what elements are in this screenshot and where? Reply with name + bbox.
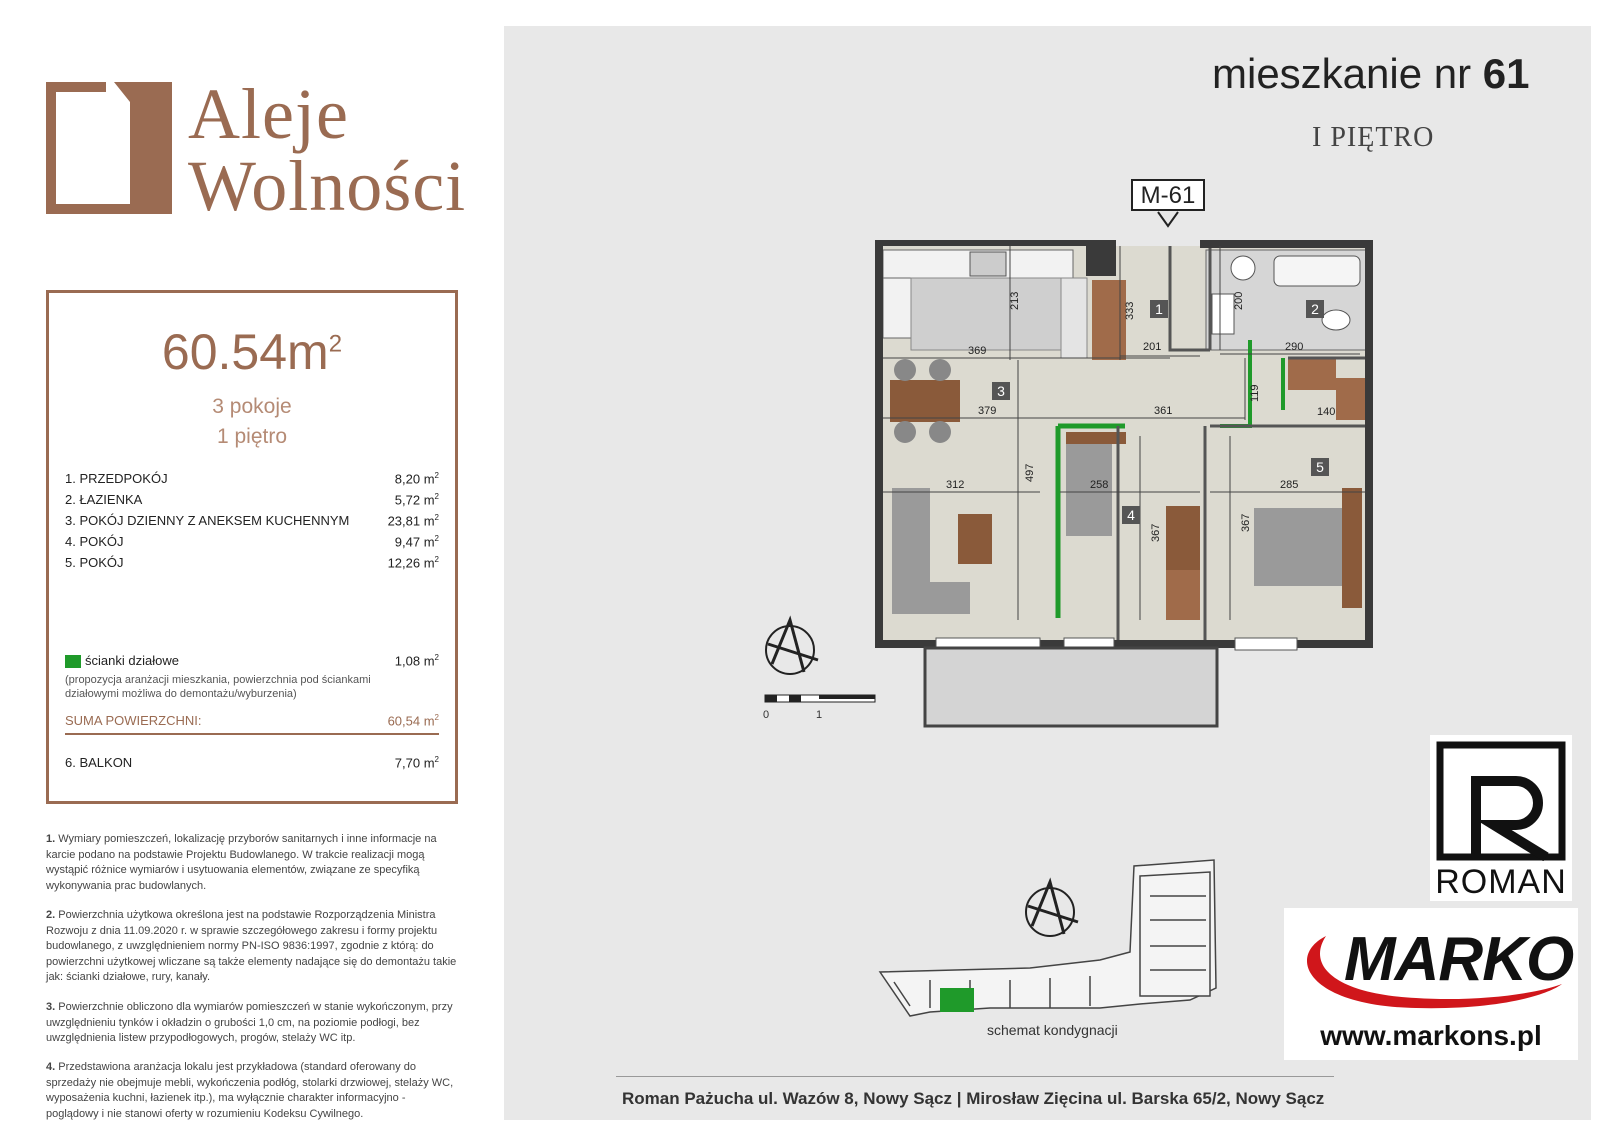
dim-label: 333 <box>1124 301 1136 320</box>
schema-north-arrow-icon <box>1026 882 1078 936</box>
partition-color-swatch <box>65 655 81 668</box>
footnote-4: 4. Przedstawiona aranżacja lokalu jest przykładowa (standard oferowany do sprzedaży nie obejmuje mebli, wykończenia podłóg, stolarki drzwiowej, stelaży WC, wyposażenia kuchni, łazienek itp.), ma wyłącznie charakter informacyjno - poglądowy i nie stanowi oferty w rozumieniu Kodeksu Cywilnego. <box>46 1061 454 1120</box>
toilet <box>1322 310 1350 330</box>
room-number: 2 <box>1311 301 1319 317</box>
balcony <box>925 648 1217 726</box>
cooktop <box>970 252 1006 276</box>
dim-label: 290 <box>1285 341 1304 353</box>
footnote-3: 3. Powierzchnie obliczono dla wymiarów pomieszczeń w stanie wykończonym, przy uwzględnieniu tynków i okładzin o grubości 1,0 cm, na poziomie podłogi, bez uwzględnienia listew przypodłogowych, progów, stelaży WC itp. <box>46 1001 453 1044</box>
footer-contacts: Roman Pażucha ul. Wazów 8, Nowy Sącz | Mirosław Zięcina ul. Barska 65/2, Nowy Sącz <box>622 1089 1325 1108</box>
wardrobe <box>1092 280 1126 360</box>
room-number: 3 <box>997 383 1005 399</box>
bathtub <box>1274 256 1360 286</box>
footnote-1: 1. Wymiary pomieszczeń, lokalizację przyborów sanitarnych i inne informacje na karcie podano na podstawie Projektu Budowlanego. W trakcie realizacji mogą wystąpić różnice wymiarów i usytuowania elementów, związane ze specyfiką wykonywania prac budowlanych. <box>46 833 437 892</box>
dim-label: 367 <box>1240 513 1252 532</box>
schema-label: schemat kondygnacji <box>987 1022 1118 1038</box>
marko-logo-text: MARKO <box>1344 925 1574 994</box>
footnote-2: 2. Powierzchnia użytkowa określona jest na podstawie Rozporządzenia Ministra Rozwoju z dnia 11.09.2020 r. w sprawie szczegółowego zakresu i formy projektu budowlanego, z uwzględnieniem normy PN-ISO 9836:1997, zgodnie z którą: do powierzchni użytkowej wliczane są także elementy nadające się do demontażu takie jak: ścianki działowe, rury, kanały. <box>46 909 457 983</box>
room-count: 3 pokoje <box>212 395 292 418</box>
apartment-code: M-61 <box>1140 182 1196 209</box>
dim-label: 379 <box>978 405 997 417</box>
svg-text:1: 1 <box>816 709 823 721</box>
room-number: 4 <box>1127 507 1135 523</box>
dim-label: 361 <box>1154 405 1173 417</box>
roman-logo-text: ROMAN <box>1435 863 1567 901</box>
building-schema <box>870 856 1240 1026</box>
schema-apartment-highlight <box>940 988 974 1012</box>
partition-note: (propozycja aranżacji mieszkania, powierzchnia pod ściankami działowymi możliwa do demontażu/wyburzenia) <box>65 674 371 700</box>
coffee-table <box>958 514 992 564</box>
dim-label: 258 <box>1090 479 1109 491</box>
dim-label: 200 <box>1233 291 1245 310</box>
apartment-info-box: $60.54m^2$ 3 pokoje 1 piętro 1. PRZEDPOKÓJ 8,20 $m^2$ 2. ŁAZIENKA 5,72 $m^2$ 3. POKÓJ DZIENNY Z ANEKSEM KUCHENNYM 23,81 $m^2$ 4. POKÓJ 9,47 $m^2$ 5. POKÓJ 12,26 $m^2$ ścianki działowe 1,08 $m^2$ (propozycja aranżacji mieszkania, powierzchnia pod ściankami działowymi możliwa do demontażu/wyburzenia) SUMA POWIERZCHNI: 60,54 $m^2$ 6. BALKON 7,70 $m^2$ <box>46 290 458 804</box>
sum-row: SUMA POWIERZCHNI: 60,54 $m^2$ <box>65 713 439 729</box>
dim-label: 285 <box>1280 479 1299 491</box>
footer-divider <box>616 1076 1334 1077</box>
brand-name-line2: Wolności <box>188 146 467 226</box>
desk-room4 <box>1166 506 1200 572</box>
floor-number: 1 piętro <box>216 425 288 448</box>
dining-table <box>890 380 960 422</box>
sum-underline <box>65 733 439 735</box>
room-number: 5 <box>1316 459 1324 475</box>
dim-label: 369 <box>968 345 987 357</box>
marko-url[interactable]: www.markons.pl <box>1320 1020 1542 1051</box>
dim-label: 312 <box>946 479 965 491</box>
room-number: 1 <box>1155 301 1163 317</box>
dim-label: 213 <box>1009 291 1021 310</box>
north-arrow-icon <box>766 620 818 674</box>
svg-text:0: 0 <box>763 709 770 721</box>
floor-label: I PIĘTRO <box>1312 122 1435 153</box>
floor-plan <box>740 170 1420 750</box>
dim-label: 201 <box>1143 341 1162 353</box>
dim-label: 140 <box>1317 406 1336 418</box>
brand-name-line1: Aleje <box>188 74 349 154</box>
dim-label: 497 <box>1024 463 1036 482</box>
marko-logo <box>1284 908 1578 1060</box>
scale-bar <box>763 695 875 721</box>
dim-label: 119 <box>1249 384 1261 402</box>
roman-r-icon <box>1436 741 1566 861</box>
dim-label: 367 <box>1150 523 1162 542</box>
total-area: $60.54m^2$ <box>161 324 343 380</box>
roman-logo <box>1430 735 1572 901</box>
apartment-title: mieszkanie nr 61 <box>1212 50 1530 97</box>
brand-logo-mark <box>46 82 172 214</box>
